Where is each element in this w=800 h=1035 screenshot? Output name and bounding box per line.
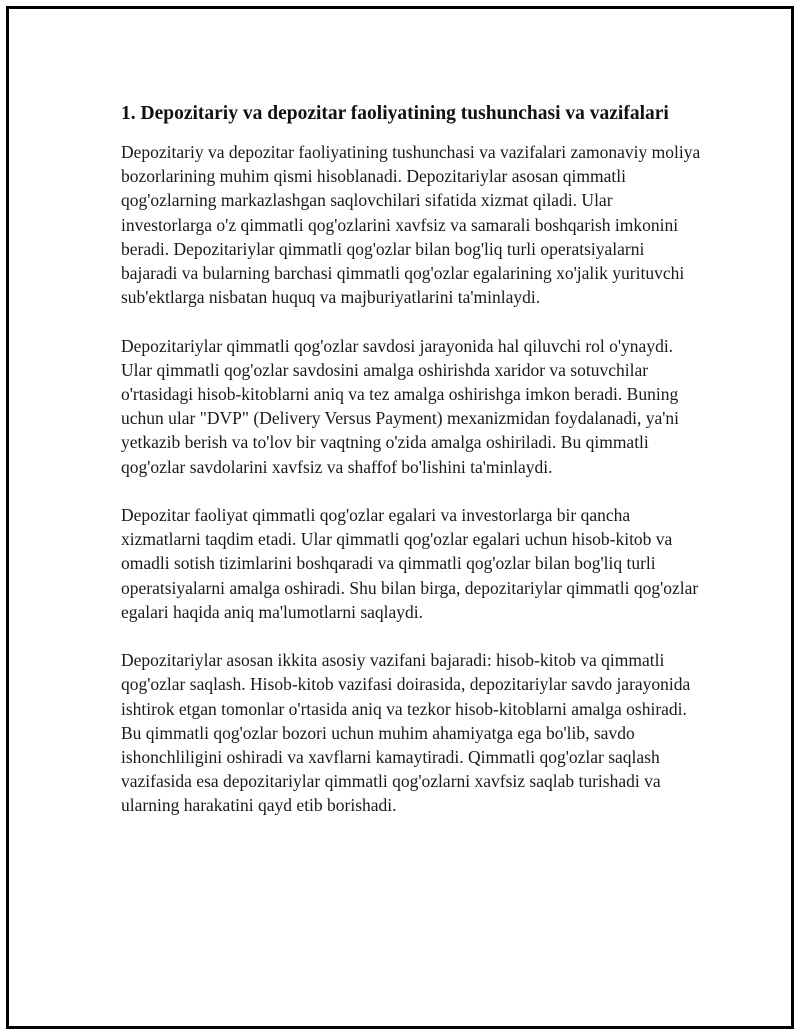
section-heading: 1. Depozitariy va depozitar faoliyatining tushunchasi va vazifalari: [121, 103, 669, 124]
paragraph-4: Depozitariylar asosan ikkita asosiy vazifani bajaradi: hisob-kitob va qimmatli qog'ozlar saqlash. Hisob-kitob vazifasi doirasida, depozitariylar savdo jarayonida ishtirok etgan tomonlar o'rtasida aniq va tezkor hisob-kitoblarni amalga oshiradi. Bu qimmatli qog'ozlar bozori uchun muhim ahamiyatga ega bo'lib, savdo ishonchliligini oshiradi va xavflarni kamaytiradi. Qimmatli qog'ozlar saqlash vazifasida esa depozitariylar qimmatli qog'ozlarni xavfsiz saqlab turishadi va ularning harakatini qayd etib borishadi.: [121, 650, 691, 816]
paragraph-1: Depozitariy va depozitar faoliyatining tushunchasi va vazifalari zamonaviy moliya bozorlarining muhim qismi hisoblanadi. Depozitariylar asosan qimmatli qog'ozlarning markazlashgan saqlovchilari sifatida xizmat qiladi. Ular investorlarga o'z qimmatli qog'ozlarini xavfsiz va samarali boshqarish imkonini beradi. Depozitariylar qimmatli qog'ozlar bilan bog'liq turli operatsiyalarni bajaradi va bularning barchasi qimmatli qog'ozlar egalarining xo'jalik yurituvchi sub'ektlarga nisbatan huquq va majburiyatlarini ta'minlaydi.: [121, 142, 701, 308]
paragraph-2: Depozitariylar qimmatli qog'ozlar savdosi jarayonida hal qiluvchi rol o'ynaydi. Ular qimmatli qog'ozlar savdosini amalga oshirishda xaridor va sotuvchilar o'rtasidagi hisob-kitoblarni aniq va tez amalga oshirishga imkon beradi. Buning uchun ular "DVP" (Delivery Versus Payment) mexanizmidan foydalanadi, ya'ni yetkazib berish va to'lov bir vaqtning o'zida amalga oshiriladi. Bu qimmatli qog'ozlar savdolarini xavfsiz va shaffof bo'lishini ta'minlaydi.: [121, 335, 680, 477]
page-frame: [6, 6, 794, 1029]
paragraph-3: Depozitar faoliyat qimmatli qog'ozlar egalari va investorlarga bir qancha xizmatlarni taqdim etadi. Ular qimmatli qog'ozlar egalari uchun hisob-kitob va omadli sotish tizimlarini boshqaradi va qimmatli qog'ozlar bilan bog'liq turli operatsiyalarni amalga oshiradi. Shu bilan birga, depozitariylar qimmatli qog'ozlar egalari haqida aniq ma'lumotlarni saqlaydi.: [121, 505, 699, 622]
document-body: [121, 100, 701, 842]
